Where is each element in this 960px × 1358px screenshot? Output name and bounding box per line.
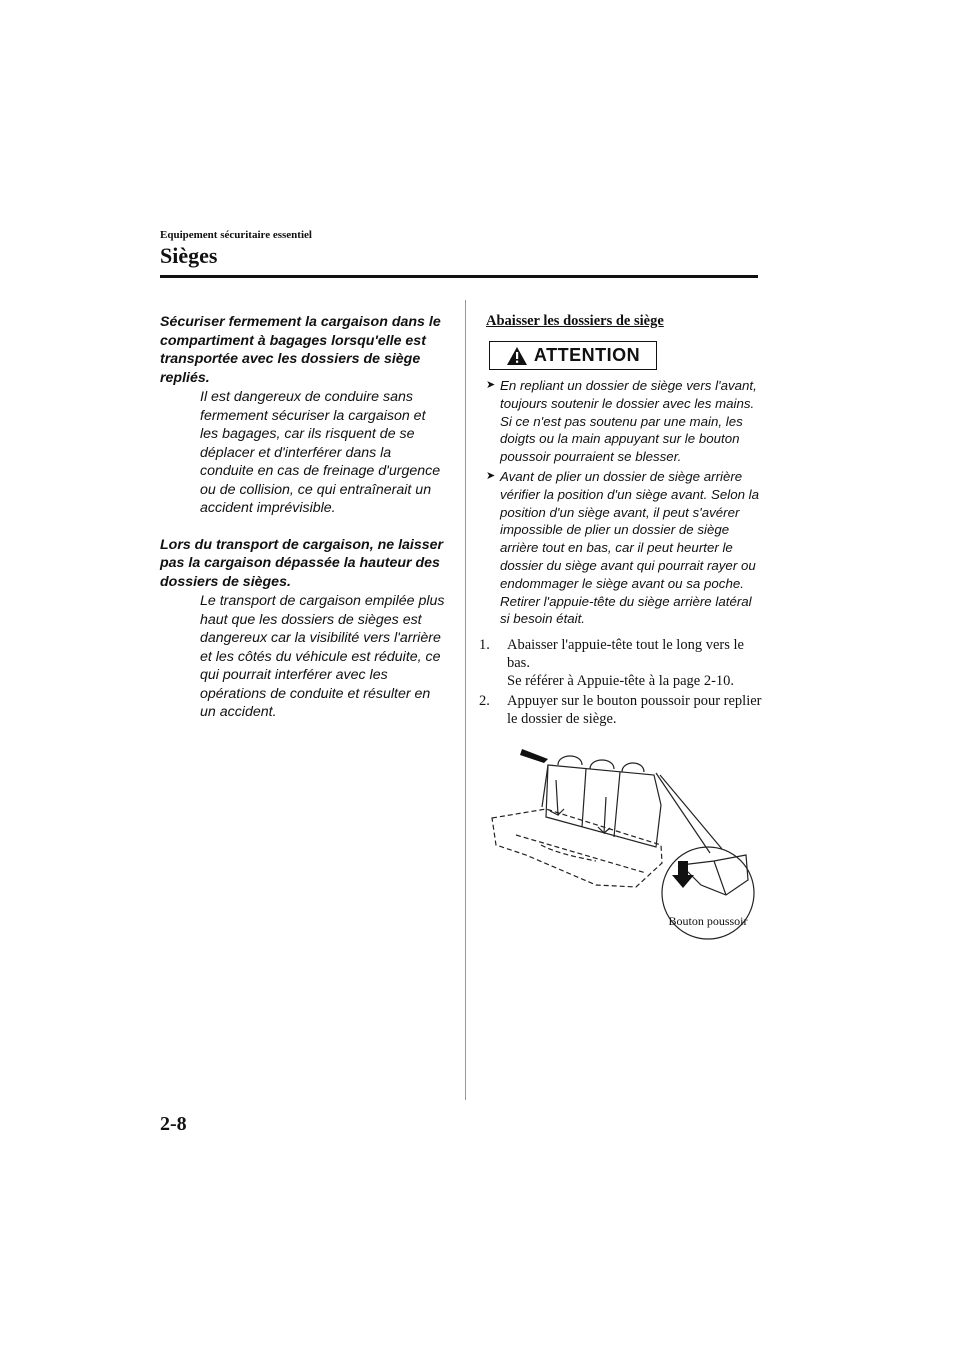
header-rule (160, 275, 758, 278)
warning1-title: Sécuriser fermement la cargaison dans le compartiment à bagages lorsqu'elle est transportée avec les dossiers de siège repliés. (160, 314, 441, 386)
list-item (486, 377, 761, 466)
rear-seat-figure (486, 745, 761, 940)
arrowhead-bullet-icon: ➤ (486, 469, 496, 482)
attention-list (486, 377, 761, 630)
section-name: Equipement sécuritaire essentiel (160, 229, 312, 241)
warning2-body: Le transport de cargaison empilée plus haut que les dossiers de sièges est dangereux car la visibilité vers l'arrière et les côtés du véhicule est réduite, ce qui pourrait interférer avec les opérations de conduite et résulter en un accident. (200, 593, 445, 720)
section-title: Abaisser les dossiers de siège (486, 313, 664, 329)
arrowhead-bullet-icon: ➤ (486, 379, 496, 391)
step-number: 2. (479, 693, 490, 709)
page-number: 2-8 (160, 1113, 187, 1135)
step-number: 1. (479, 637, 490, 653)
warning1-body: Il est dangereux de conduire sans fermement sécuriser la cargaison et les bagages, car ils risquent de se déplacer et d'interférer dans la conduite en cas de freinage d'urgence ou de collision, ce qui entraînerait un accident imprévisible. (200, 389, 441, 516)
bullet-text: Avant de plier un dossier de siège arrière vérifier la position d'un siège avant. Selon la position d'un siège avant, il peut s'avérer impossible de plier un dossier de siège arrière tout en bas, car il peut heurter le dossier du siège avant qui pourrait rayer ou endommager le siège avant ou sa poche. Retirer l'appuie-tête du siège arrière latéral si besoin était. (500, 468, 760, 627)
step-reference: Se référer à Appuie-tête à la page 2-10. (507, 673, 735, 689)
step-item (479, 692, 764, 728)
step-item (479, 636, 764, 690)
list-item (486, 468, 761, 628)
attention-banner (489, 341, 657, 370)
warning-triangle-icon (506, 346, 528, 366)
step-text: Appuyer sur le bouton poussoir pour replier le dossier de siège. (507, 693, 762, 727)
seat-illustration (486, 745, 761, 940)
bullet-text: En repliant un dossier de siège vers l'avant, toujours soutenir le dossier avec les mains. Si ce n'est pas soutenu par une main, les doigts ou la main appuyant sur le bouton poussoir pourraient se blesser. (500, 378, 757, 465)
steps-list (479, 636, 764, 730)
figure-label: Bouton poussoir (668, 914, 748, 928)
left-column (160, 313, 446, 722)
step-text: Abaisser l'appuie-tête tout le long vers le bas. (507, 637, 744, 671)
page-title: Sièges (160, 243, 218, 268)
attention-label: ATTENTION (533, 345, 641, 365)
arrow-icon (520, 749, 694, 888)
warning2-title: Lors du transport de cargaison, ne laisser pas la cargaison dépassée la hauteur des dossiers de sièges. (160, 536, 444, 590)
column-divider (465, 300, 466, 1100)
